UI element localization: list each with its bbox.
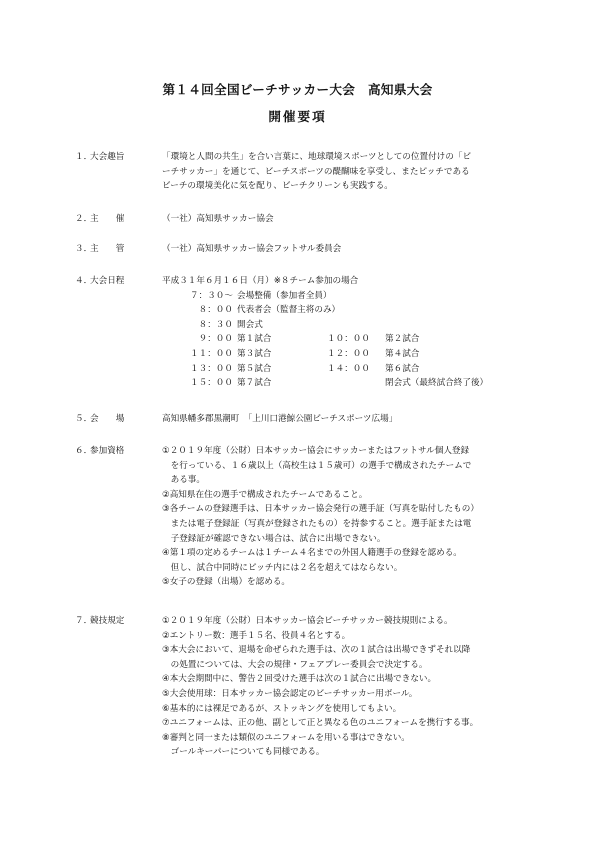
body-line: または電子登録証（写真が登録されたもの）を持参すること。選手証または電 [162,518,472,529]
body-line: ビーチの環境美化に気を配り、ビーチクリーンも実践する。 [162,181,393,192]
body-line: （一社）高知県サッカー協会フットサル委員会 [162,244,342,254]
schedule-row [175,289,535,304]
body-line: ⑤女子の登録（出場）を認める。 [162,577,291,588]
section-body [162,274,532,289]
document-title: 第１４回全国ビーチサッカー大会 高知県大会 [162,82,433,97]
schedule-time: ９：００ [198,334,233,345]
schedule-row [175,318,535,333]
body-line: ③各チームの登録選手は、日本サッカー協会発行の選手証（写真を貼付したもの） [162,504,479,515]
schedule-event: 閉会式（最終試合終了後） [385,378,489,389]
body-line: ⑤大会使用球：日本サッカー協会認定のビーチサッカー用ボール。 [162,688,418,699]
schedule-time: ８：００ [198,305,233,316]
schedule-time: ７：３０～ [190,290,233,301]
schedule-time: １１：００ [190,348,233,359]
body-line: ①２０１９年度（公財）日本サッカー協会ビーチサッカー競技規則による。 [162,616,453,626]
section-label: 参加資格 [90,446,125,456]
schedule-event: 第１試合 [237,334,272,345]
body-line: ⑧審判と同一または類似のユニフォームを用いる事はできない。 [162,732,410,743]
section-body [162,212,532,227]
section-body [162,150,532,194]
section-body [162,444,532,590]
body-line: を行っている、１６歳以上（高校生は１５歳可）の選手で構成されたチームで [162,460,472,471]
section-label: 大会趣旨 [90,152,125,162]
body-line: の処置については、大会の規律・フェアプレー委員会で決定する。 [162,659,428,670]
schedule-row [175,332,535,347]
schedule-event: 代表者会（監督主将のみ） [237,305,341,316]
body-line: ③本大会において、退場を命ぜられた選手は、次の１試合は出場できずそれ以降 [162,645,471,656]
schedule-event: 第７試合 [237,378,272,389]
schedule-row [175,376,535,391]
section-number: １． [75,152,93,162]
section-number: ７． [75,616,93,626]
schedule-event: 第５試合 [237,363,272,374]
document-subtitle: 開催要項 [268,109,327,124]
section-body [162,614,532,760]
body-line: 高知県幡多郡黒潮町 「上川口港鯨公園ビーチスポーツ広場」 [162,414,398,424]
section-number: ４． [75,276,93,286]
body-line: （一社）高知県サッカー協会 [162,214,274,224]
schedule-time: １５：００ [190,378,233,389]
schedule-row [175,362,535,377]
body-line: ①２０１９年度（公財）日本サッカー協会にサッカーまたはフットサル個人登録 [162,446,470,456]
section-label: 主 管 [90,244,125,254]
body-line: ②高知県在住の選手で構成されたチームであること。 [162,489,368,500]
section-label: 大会日程 [90,276,125,286]
schedule-event: 会場整備（参加者全員） [237,290,332,301]
schedule-date: 平成３１年６月１６日（月）※８チーム参加の場合 [162,276,359,286]
schedule-time: １０：００ [327,334,370,345]
schedule-row [175,303,535,318]
schedule-event: 第３試合 [237,348,272,359]
body-line: ーチサッカー」を通じて、ビーチスポーツの醍醐味を享受し、またピッチである [162,166,470,177]
section-number: ２． [75,214,93,224]
section-number: ６． [75,446,93,456]
body-line: ⑥基本的には裸足であるが、ストッキングを使用してもよい。 [162,703,402,714]
section-number: ５． [75,414,93,424]
schedule-time: ８：３０ [198,319,233,330]
schedule-event: 第２試合 [385,334,420,345]
section-label: 競技規定 [90,616,125,626]
body-line: 子登録証が確認できない場合は、試合に出場できない。 [162,533,386,544]
body-line: ②エントリー数：選手１５名、役員４名とする。 [162,630,351,641]
schedule-event: 第６試合 [385,363,420,374]
body-line: ④本大会期間中に、警告２回受けた選手は次の１試合に出場できない。 [162,674,437,685]
body-line: ④第１項の定めるチームは１チーム４名までの外国人籍選手の登録を認める。 [162,548,462,559]
body-line: ゴールキーパーについても同様である。 [162,747,325,758]
schedule-event: 第４試合 [385,348,420,359]
schedule-event: 開会式 [237,319,263,330]
section-label: 会 場 [90,414,125,424]
body-line: 「環境と人間の共生」を合い言葉に、地球環境スポーツとしての位置付けの「ビ [162,152,472,162]
schedule-time: １３：００ [190,363,233,374]
schedule-table [175,289,535,391]
body-line: 但し、試合中同時にピッチ内には２名を超えてはならない。 [162,562,403,573]
body-line: ⑦ユニフォームは、正の他、副として正と異なる色のユニフォームを携行する事。 [162,718,479,729]
body-line: ある事。 [162,475,205,486]
section-body [162,412,532,427]
schedule-time: １４：００ [327,363,370,374]
section-body [162,242,532,257]
section-label: 主 催 [90,214,125,224]
section-number: ３． [75,244,93,254]
schedule-row [175,347,535,362]
schedule-time: １２：００ [327,348,370,359]
